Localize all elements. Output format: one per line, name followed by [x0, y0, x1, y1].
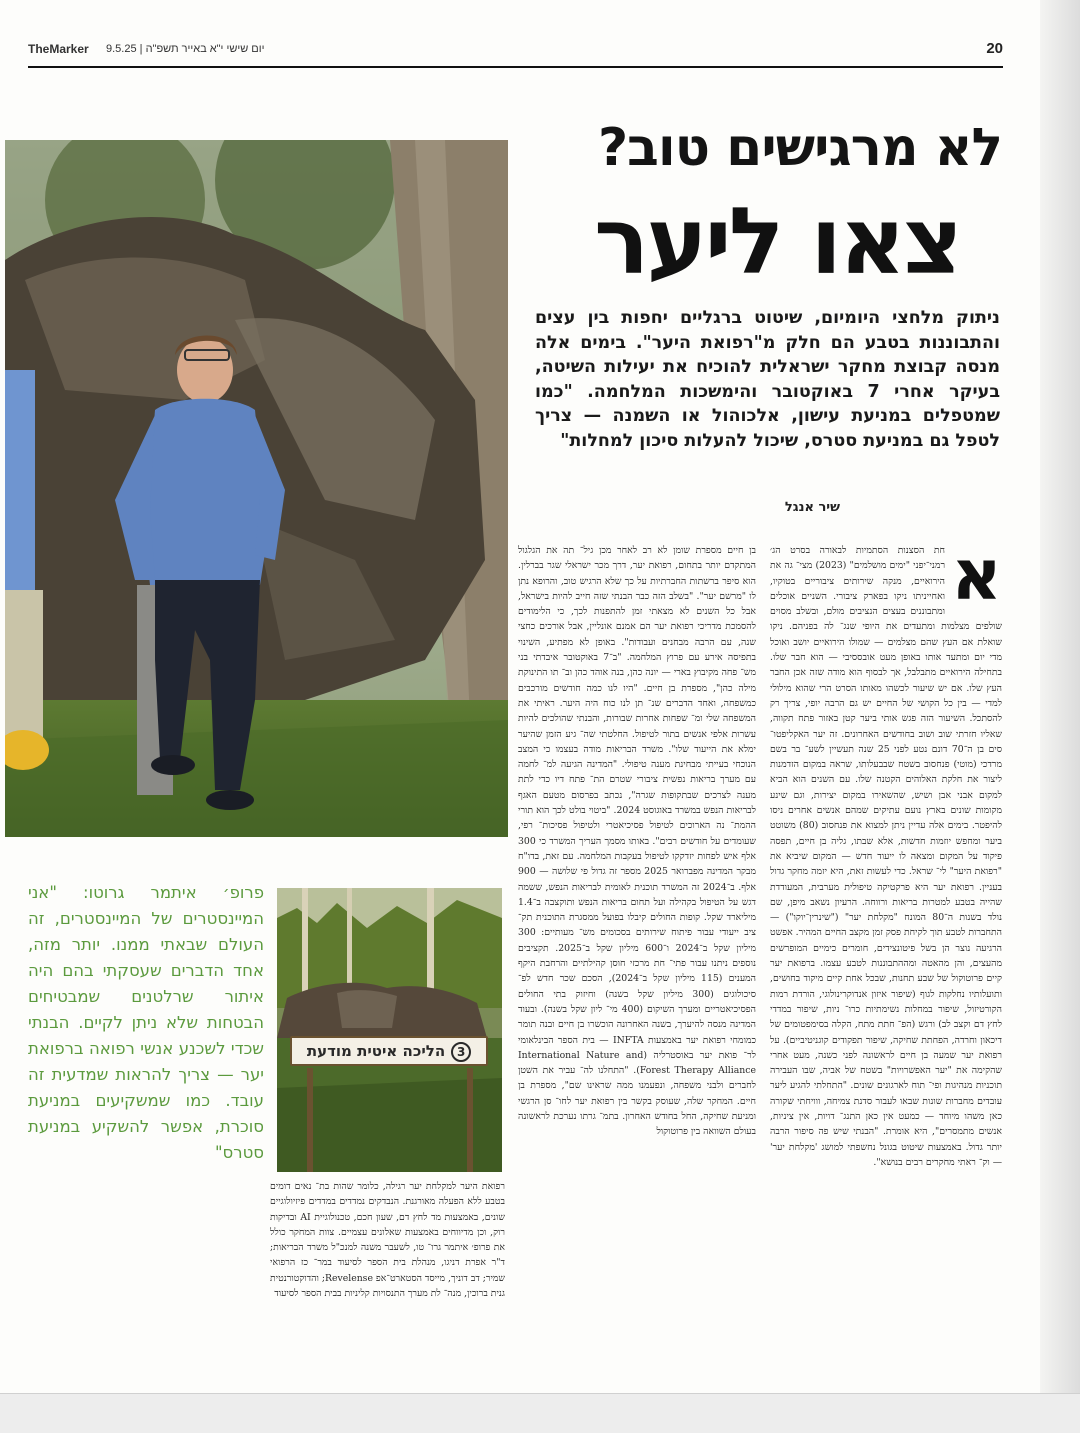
- scan-bottom-strip: [0, 1393, 1080, 1433]
- page-number: 20: [986, 40, 1003, 57]
- body-text-right: חת הסצנות הסתמיות לבאורה בסרט הג׳ רמני־יפני "ימים מושלמים" (2023) מצי־ גה את הירואיים, מנקה שירותים ציבוריים בטוקיו, ואחייניתו ניקו בפארק ציבורי. השניים אוכלים ומתבוננים בעצים הנציבים מולם, ובשלב מסוים שולפים מצלמות ומתעדים את היופי שנג־ לה בפניהם. ניקו שואלת אם העץ שהם מצלמים — שמולו הירואיים יושב ואוכל מדי יום ומתעד אותו באופן מעט אובססיבי — הוא חבר שלו. בתחילה הירואיים מתבלבל, אך לבסוף הוא מודה שזה אכן החבר העץ שלו. אם יש שיעור לכשהו מאותו הסרט הרי שהוא מילולי למדי — בין כל הקושי של החיים יש גם הרבה יופי, צריך רק להסתכל. השיעור הזה פגש אותי ביער קטן באזור פתח תקווה, שאליו חזרתי שוב ושוב בחודשים האחרונים. זה יער האקליפטו־ סים בן ה־70 דונם נטע לפני 25 שנה תעשיין לשע־ בר בשם מרדכי (מוטי) פנחסוב בשטח שבבעלותו, שראה במקום הזדמנות ליצור את חלקת האלוהים הקטנה שלו. עם השנים הוא הביא למקום אבני אבן ושיש, שהשאירו במקום יצירות, וגם שינע מקומות שונים בארץ נועם עתיקים שמהם אנשים אחרים ניסו להיפטר. בימים אלה עדיין ניתן למצוא את פנחסוב (80) משוטט ביער ומחפש יוזמות חדשות, אלא שבתו, גליה בן חיים, תפסה פיקוד על המקום ומצאה לו ייעוד חדש — המקום שיביא את "רפואת היער" לי־ שראל. כדי לעשות זאת, היא יזמה מחקר גדול בעניין. רפואת יער היא פרקטיקה טיפולית מערבית, המעודדת שהייה בטבע למטרות בריאות ורווחה. הרעיון נשאב מיפן, שם נולד בשנות ה־80 המונח "מקלחת יער" ("שינרין־יוקו") — התחברות לטבע תוך לקיחת פסק זמן מקצב החיים המהיר. אפשט הרגיעה נוצר הן בשל פיטונצידים, חומרים כימיים המופרשים מהעצים, והן מהאטה ומההתבוננות לטבע עצמו. ברפואת יער קיים פרוטוקול של שבע תחנות, שבכל אחת קיים מיקוד בחושים, ותועלותיו נחלקות לגוף (שיפור איזון אנדוקרינולוגי, הורדת רמות הקורטיזול, שיפור במחלות נשימתיות כרו־ ניות, שיפור במדדי לחץ דם וקצב לב) ורגש (הפ־ חתת מתח, הקלה בסימפטומים של דיכאון וחרדה, הפחתת שחיקה, שיפור תפקודים קוגניטיביים). על רפואת יער שמעה בן חיים לראשונה לפני כשנה, מעט אחרי שהקימה את "יער האפשרויות" בשטח של אביה, שבו העבירה תוכניות מנהיגות ופי־ תוח לארגונים שונים. "התחלתי להגיע ליער עובדים מחברות שונות שבאו לעבור סדנת צמיחה, ווויחתי שקורה כאן משהו מיוחד — כמעט אין כאן התנג־ דויות, אין ציניות, אנשים מתמסרים", היא אומרת. "הבנתי שיש פה סיפור הרבה יותר גדול. באמצעות שיטוט בגונל נחשפתי למושג 'מקלחת יער' — וק־ ראתי מחקרים רבים בנושא".: [770, 545, 1002, 1168]
- body-text-middle: בן חיים מספרת שומן לא רב לאחר מכן גיל־ תה את הגלגול המתקדם יותר בתחום, רפואת יער, דרך מכר ישראלי שגר בברלין. הוא סיפר ברשתות החברתיות על כך שלא הרגיש טוב, והרופא נתן לו "מרשם יער". "בשלב הזה כבר הבנתי שזה חייב להיות בישראל, אבל כל השנים לא מצאתי זמן להתפנות לכך, כי הלימודים להסמכת מדריכי רפואת יער הם אמנם אונליין, אבל אורכים כחצי שנה, עם הרבה מבחנים ועבודות". באופן לא מפתיע, השינוי בתפיסה אירע עם פרוץ המלחמה. "ב־7 באוקטובר איבדתי בני מש־ פחה מקיבוץ בארי — יונה כהן, בנה אוהד כהן וב־ תו התינוקת מילה כהן", מספרת בן חיים. "היו לנו כמה חודשים מורכבים כמשפחה, ואחד הדברים שנ־ תן לנו כוח היה היער. ראיתי את המשפחה שלי ומ־ שפחות אחרות שבורות, והבנתי שהולכים להיות עשרות אלפי אנשים בתור לטיפול. החלטתי שה־ גיע הזמן שהיער ימלא את הייעוד שלו". משרד הבריאות מודה בעצמו כי המצב הנוכחי בעייתי מבחינת מענה טיפולי. "המדינה הגיעה למ־ לחמה עם מערך בריאות נפשית ציבורי שטרם הת־ פתח דיו כדי לתת מענה לצרכים שבתקופות שגרה", נכתב בפרסום מטעם האגף לבריאות הנפש במשרד באוגוסט 2024. "ביטוי בולט לכך הוא תורי ההמת־ נה הארוכים לטיפול פסיכיאטרי ולטיפול פסיכות־ רפי, שעומדים על חודשים רבים". באותו מסמך העריך המשרד כי 300 אלף איש לפחות יזדקקו לטיפול בעקבות המלחמה. עם זאת, בדו"ח מבקר המדינה מפברואר 2025 מספר זה גדול פי שלושה — 900 אלף. ב־2024 זה המשרד תוכנית לאומית לבריאות הנפש, ששמה דגש על הטיפול בקהילה ועל תחום בריאות הנפש ותוקצבה ב־1.4 מיליארד שקל. קופות החולים קיבלו בפועל ממסגרת התוכנית תק־ ציב ייעודי עבור פיתוח שירותים בסכומים מש־ מעותיים: 300 מיליון שקל ב־2024 ו־600 מיליון שקל ב־2025. תקציבים נוספים ניתנו עבור פתי־ חת מרכזי חוסן קהילתיים והרחבת היקף המענים (115 מיליון שקל ב־2024), הסכם שכר חדש לפ־ סיכולוגים (300 מיליון שקל בשנה) וחיזוק בתי החולים הפסיכיאטריים ומערך השיקום (400 מי־ ליון שקל בשנה). ובעוד המדינה מנסה להיערך, בשנה האחרונה הוכשרו בן חיים ובנה תומר כמומחי רפואת יער באמצעות INFTA — בית הספר הבינלאומי לר־ פואת יער באוסטרליה (International Nature and Forest Therapy Alliance). "התחלנו לה־ עביר את השטן לחברים ולבני משפחה, ונפעמנו ממה שראינו שם", מספרת בן חיים. המחקר שלה, שעוסק בקשר בין רפואת יער לחו־ סן הרגשי ומניעת שחיקה, החל בחודש האחרון. בתמ־ גרתו נערכת לראשונה בעולם השוואה בין פרוטוקול: [518, 545, 756, 1138]
- sign-number: 3: [451, 1042, 471, 1062]
- drop-cap: א: [951, 543, 1002, 616]
- main-photo: [5, 140, 508, 837]
- byline: שיר אנגל: [784, 500, 840, 515]
- dateline: יום שישי י"א באייר תשפ"ה | 9.5.25: [106, 43, 265, 55]
- body-column-right: [770, 543, 1002, 1373]
- sign-text: הליכה איטית מודעת: [306, 1042, 446, 1060]
- woman-sitting-by-fallen-tree-image: [5, 140, 508, 837]
- body-text-left: רפואת היער למקלחת יער רגילה, כלומר שהות בת־ נאים דומים בטבע ללא הפעלה מאורגנת. הנבדקים נמדדים במדדים פיזיולוגיים שונים, באמצעות מד לחץ דם, שעון חכם, טכנולוגיית AI ובדיקות רוק, וכן מדיווחים באמצעות שאלונים עצמיים. צוות המחקר כולל את פרופ׳ איתמר גרו־ טו, לשעבר משנה למנכ"ל משרד הבריאות; ד"ר אפרת דניגו, מנהלת בית הספר לסיעוד במר־ כז הרפואי שמיר; דב דוניך, מייסד הסטארט־אפ Revelense; והדוקטורנטית גנית ברוכין, מנה־ לת מערך התנסויות קליניות בבית הספר לסיעוד: [270, 1181, 505, 1300]
- article-lead: ניתוק מלחצי היומיום, שיטוט ברגליים יחפות בין עצים והתבוננות בטבע הם חלק מ"רפואת היער". בימים אלה מנסה קבוצת מחקר ישראלית להוכיח את יעילות השיטה, בעיקר אחרי 7 באוקטובר והימשכות המלחמה. "כמו שמטפלים במניעת עישון, אלכוהול או השמנה — צריך לטפל גם במניעת סטרס, שיכול להעלות סיכון למחלות": [535, 308, 1000, 451]
- page-header: [28, 40, 1003, 64]
- body-column-middle: [518, 543, 756, 1373]
- article-kicker: לא מרגישים טוב?: [598, 118, 1002, 178]
- body-column-left: [270, 1179, 505, 1373]
- article-headline: צאו ליער: [593, 188, 960, 295]
- trail-sign: [290, 1036, 488, 1066]
- brand-logo: TheMarker: [28, 42, 89, 56]
- pull-quote: פרופ׳ איתמר גרוטו: "אני המיינסטרים של המיינסטרים, זה העולם שבאתי ממנו. יותר מזה, אחד הדברים שעסקתי בהם היה איתור שרלטנים שמבטיחים הבטחות שלא ניתן לקיים. הבנתי שכדי לשכנע אנשי רפואה ברפואת יער — צריך להראות שמדעית זה עובד. כמו שמשקיעים במניעת סוכרת, אפשר להשקיע במניעת סטרס": [28, 883, 264, 1162]
- forest-sign-photo: [277, 888, 502, 1172]
- forest-path-image: [277, 888, 502, 1172]
- header-rule: [28, 66, 1003, 68]
- scan-edge-shadow: [1040, 0, 1080, 1433]
